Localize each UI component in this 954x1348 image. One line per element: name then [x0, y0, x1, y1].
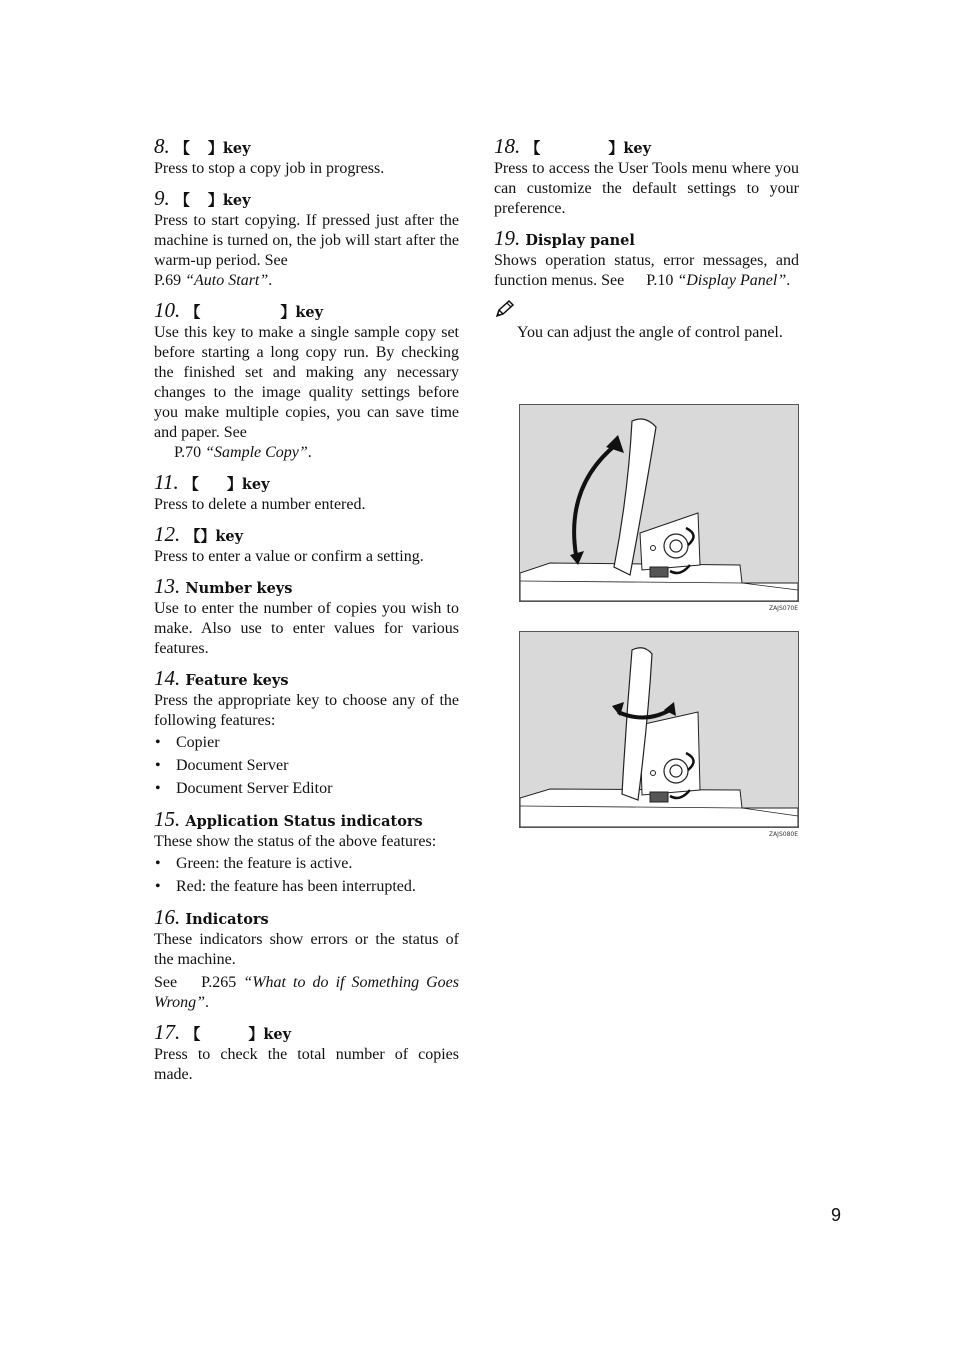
item-label: key [215, 528, 244, 545]
bracket-close: 】 [207, 191, 223, 209]
swivel-illustration-graphic [520, 632, 798, 827]
item-description [154, 323, 459, 463]
list-item: • Green: the feature is active. [154, 852, 459, 875]
item-heading [154, 665, 459, 691]
item-label: Indicators [185, 911, 269, 928]
list-item: • Copier [154, 731, 459, 754]
reference-title: “Sample Copy” [205, 444, 308, 461]
page-reference[interactable] [154, 444, 312, 461]
item-description: Press the appropriate key to choose any of the following features: [154, 692, 459, 729]
item-heading [494, 225, 799, 251]
reference-page: P.265 [201, 974, 237, 991]
note-text: You can adjust the angle of control panel. [517, 324, 783, 341]
reference-end: . [204, 994, 209, 1011]
page-reference[interactable] [646, 272, 790, 289]
reference-title: “Auto Start” [185, 272, 269, 289]
item-description: Press to stop a copy job in progress. [154, 160, 385, 177]
control-panel-tilt-illustration [519, 404, 799, 612]
item-number: 16. [154, 905, 181, 929]
item-description: Press to delete a number entered. [154, 496, 366, 513]
item-description: Press to enter a value or confirm a setting. [154, 548, 424, 565]
item-number: 18. [494, 134, 521, 158]
item-number: 11. [154, 470, 179, 494]
feature-list [154, 731, 459, 800]
reference-see: See [154, 974, 178, 991]
item-number: 17. [154, 1020, 181, 1044]
item-number: 8. [154, 134, 170, 158]
item-12 [154, 521, 459, 567]
bracket-close: 】 [608, 139, 624, 157]
reference-page: P.10 [646, 272, 674, 289]
item-number: 10. [154, 298, 181, 322]
item-heading [154, 573, 459, 599]
left-column [154, 133, 459, 1091]
bracket-close: 】 [248, 1025, 264, 1043]
item-label: key [222, 192, 251, 209]
item-17 [154, 1019, 459, 1085]
item-18 [494, 133, 799, 219]
tilt-illustration-graphic [520, 405, 798, 601]
item-number: 19. [494, 226, 521, 250]
reference-page: P.70 [174, 444, 202, 461]
item-13 [154, 573, 459, 659]
item-number: 9. [154, 186, 170, 210]
reference-title: “Display Panel” [677, 272, 787, 289]
bracket-close: 】 [207, 139, 223, 157]
page-reference[interactable] [154, 973, 459, 1013]
item-heading [154, 297, 459, 323]
item-description: These show the status of the above features: [154, 833, 437, 850]
item-number: 13. [154, 574, 181, 598]
item-number: 12. [154, 522, 181, 546]
item-label: Number keys [185, 580, 293, 597]
item-label: key [263, 1026, 292, 1043]
item-label: key [222, 140, 251, 157]
item-heading [154, 521, 459, 547]
item-description: Press to access the User Tools menu where you can customize the default settings to your preference. [494, 160, 799, 217]
list-item: • Document Server Editor [154, 777, 459, 800]
description-text: Shows operation status, error messages, and function menus. See [494, 252, 799, 289]
item-19 [494, 225, 799, 291]
page-number: 9 [831, 1205, 842, 1225]
reference-end: . [268, 272, 273, 289]
item-heading [154, 469, 459, 495]
item-number: 15. [154, 807, 181, 831]
list-item: • Red: the feature has been interrupted. [154, 875, 459, 898]
item-11 [154, 469, 459, 515]
item-16 [154, 904, 459, 1013]
item-description: Use to enter the number of copies you wish to make. Also use to enter values for various features. [154, 600, 459, 657]
item-heading [154, 806, 459, 832]
figure-label: ZAJS070E [768, 605, 798, 612]
description-text: Use this key to make a single sample copy set before starting a long copy run. By checking the finished set and making any necessary changes to the image quality settings before you make multiple copies, you can save time and paper. See [154, 324, 459, 441]
item-9 [154, 185, 459, 291]
item-heading [154, 1019, 459, 1045]
item-heading [154, 904, 459, 930]
item-description [494, 251, 799, 291]
item-heading [154, 133, 459, 159]
item-label: key [295, 304, 324, 321]
item-description: These indicators show errors or the status of the machine. [154, 931, 459, 968]
item-15 [154, 806, 459, 898]
bracket-open: 【 [525, 139, 541, 157]
item-label: Feature keys [185, 672, 289, 689]
item-heading [494, 133, 799, 159]
bracket-close: 】 [280, 303, 296, 321]
item-heading [154, 185, 459, 211]
bracket-open: 【 [174, 139, 190, 157]
reference-end: . [786, 272, 791, 289]
bracket-open: 【 [174, 191, 190, 209]
bracket-close: 】 [200, 527, 216, 545]
page-reference[interactable] [154, 272, 272, 289]
list-item: • Document Server [154, 754, 459, 777]
bracket-open: 【 [185, 527, 201, 545]
item-label: Application Status indicators [185, 813, 423, 830]
item-label: key [241, 476, 270, 493]
reference-end: . [307, 444, 312, 461]
item-description: Press to check the total number of copies made. [154, 1046, 459, 1083]
figure-label: ZAJS080E [768, 831, 798, 838]
bracket-open: 【 [183, 475, 199, 493]
reference-title: “What to do if Something Goes Wrong” [154, 974, 460, 1011]
status-list [154, 852, 459, 898]
item-8 [154, 133, 459, 179]
item-description [154, 211, 459, 291]
bracket-close: 】 [226, 475, 242, 493]
right-column [494, 133, 799, 343]
item-label: Display panel [525, 232, 635, 249]
item-label: key [623, 140, 652, 157]
bracket-open: 【 [185, 1025, 201, 1043]
description-text: Press to start copying. If pressed just after the machine is turned on, the job will start after the warm-up period. See [154, 212, 459, 269]
pencil-note-icon [494, 299, 516, 319]
bracket-open: 【 [185, 303, 201, 321]
control-panel-swivel-illustration [519, 631, 799, 838]
reference-page: P.69 [154, 272, 182, 289]
item-10 [154, 297, 459, 463]
item-14 [154, 665, 459, 800]
item-number: 14. [154, 666, 181, 690]
